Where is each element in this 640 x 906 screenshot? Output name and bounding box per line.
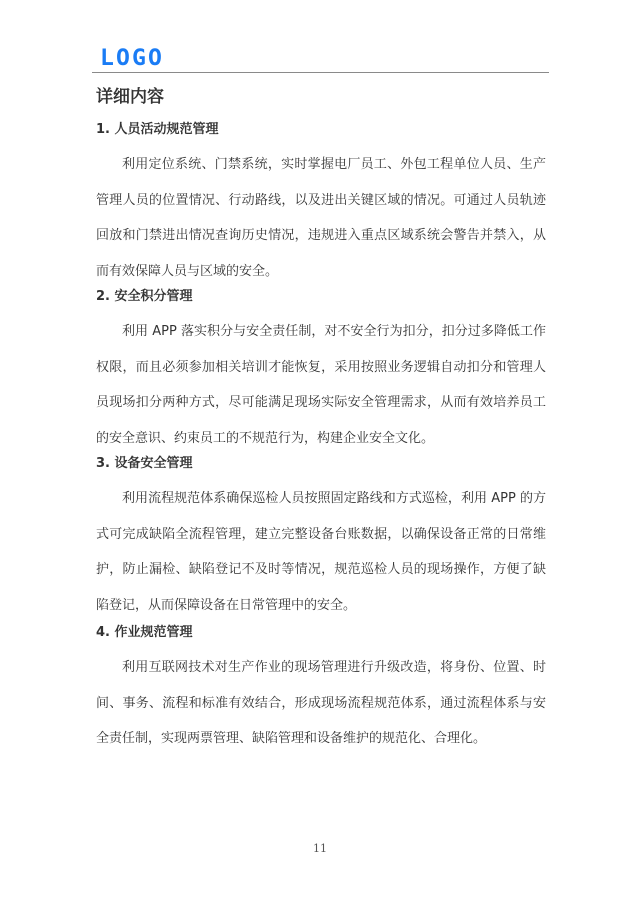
section-heading: 3. 设备安全管理 <box>96 456 193 471</box>
logo: LOGO <box>100 46 165 71</box>
section-heading: 2. 安全积分管理 <box>96 289 193 304</box>
section-heading: 4. 作业规范管理 <box>96 625 193 640</box>
section-heading: 1. 人员活动规范管理 <box>96 122 219 137</box>
section-body: 利用 APP 落实积分与安全责任制，对不安全行为扣分，扣分过多降低工作权限，而且必须参加相关培训才能恢复，采用按照业务逻辑自动扣分和管理人员现场扣分两种方式，尽可能满足现场实际安全管理需求，从而有效培养员工的安全意识、约束员工的不规范行为，构建企业安全文化。 <box>96 324 546 446</box>
section-operation-standard <box>96 624 546 757</box>
section-safety-points <box>96 288 546 456</box>
section-body: 利用流程规范体系确保巡检人员按照固定路线和方式巡检，利用 APP 的方式可完成缺陷全流程管理，建立完整设备台账数据，以确保设备正常的日常维护，防止漏检、缺陷登记不及时等情况，规范巡检人员的现场操作，方便了缺陷登记，从而保障设备在日常管理中的安全。 <box>96 491 546 613</box>
page-number: 11 <box>313 842 327 855</box>
header-divider <box>92 72 549 73</box>
section-body: 利用互联网技术对生产作业的现场管理进行升级改造，将身份、位置、时间、事务、流程和标准有效结合，形成现场流程规范体系，通过流程体系与安全责任制，实现两票管理、缺陷管理和设备维护的规范化、合理化。 <box>96 660 546 746</box>
page-title: 详细内容 <box>96 87 164 107</box>
section-body: 利用定位系统、门禁系统，实时掌握电厂员工、外包工程单位人员、生产管理人员的位置情况、行动路线，以及进出关键区域的情况。可通过人员轨迹回放和门禁进出情况查询历史情况，违规进入重点区域系统会警告并禁入，从而有效保障人员与区域的安全。 <box>96 157 546 279</box>
section-equipment-safety <box>96 455 546 623</box>
section-personnel-activity <box>96 121 546 289</box>
